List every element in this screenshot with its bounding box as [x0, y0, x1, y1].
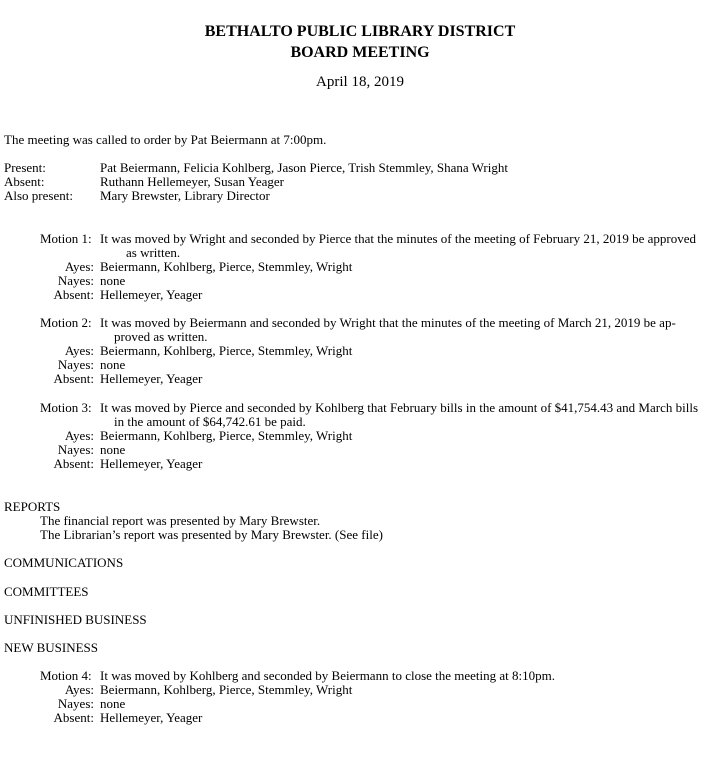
ayes-value: Beiermann, Kohlberg, Pierce, Stemmley, Wright — [100, 343, 353, 358]
reports-heading: REPORTS — [4, 499, 61, 514]
motion-absent-value: Hellemeyer, Yeager — [100, 710, 203, 725]
document-title-line2: BOARD MEETING — [290, 44, 430, 61]
present-label: Present: — [4, 160, 46, 175]
motion-text-line1: It was moved by Pierce and seconded by Kohlberg that February bills in the amount of $41,754.43 and March bills — [100, 400, 698, 415]
nayes-value: none — [100, 696, 126, 711]
unfinished-business-heading: UNFINISHED BUSINESS — [4, 612, 147, 627]
motion-1 — [0, 232, 720, 302]
motion-text-line1: It was moved by Beiermann and seconded by Wright that the minutes of the meeting of March 21, 2019 be ap- — [100, 315, 676, 330]
financial-report-line: The financial report was presented by Mary Brewster. — [40, 513, 321, 528]
motion-absent-label: Absent: — [53, 710, 94, 725]
motion-text — [100, 316, 716, 344]
ayes-label: Ayes: — [64, 343, 94, 358]
nayes-value: none — [100, 357, 126, 372]
nayes-value: none — [100, 273, 126, 288]
nayes-label: Nayes: — [57, 442, 94, 457]
absent-label: Absent: — [4, 174, 45, 189]
present-value: Pat Beiermann, Felicia Kohlberg, Jason Pierce, Trish Stemmley, Shana Wright — [100, 160, 508, 175]
motion-4 — [0, 669, 720, 729]
motion-absent-value: Hellemeyer, Yeager — [100, 287, 203, 302]
motion-text-line2: proved as written. — [114, 329, 208, 344]
librarian-report-line: The Librarian’s report was presented by Mary Brewster. (See file) — [40, 527, 383, 542]
call-to-order: The meeting was called to order by Pat Beiermann at 7:00pm. — [4, 132, 327, 147]
ayes-label: Ayes: — [64, 682, 94, 697]
motion-label: Motion 2: — [40, 315, 92, 330]
also-present-value: Mary Brewster, Library Director — [100, 188, 270, 203]
committees-heading: COMMITTEES — [4, 584, 89, 599]
meeting-date: April 18, 2019 — [316, 74, 404, 90]
motion-absent-value: Hellemeyer, Yeager — [100, 371, 203, 386]
also-present-label: Also present: — [4, 188, 73, 203]
motion-absent-label: Absent: — [53, 287, 94, 302]
motion-text-line1: It was moved by Wright and seconded by Pierce that the minutes of the meeting of February 21, 2019 be approved — [100, 231, 697, 246]
ayes-value: Beiermann, Kohlberg, Pierce, Stemmley, Wright — [100, 428, 353, 443]
motion-text-line2: in the amount of $64,742.61 be paid. — [114, 414, 306, 429]
absent-value: Ruthann Hellemeyer, Susan Yeager — [100, 174, 284, 189]
motion-text — [100, 232, 716, 260]
motion-absent-value: Hellemeyer, Yeager — [100, 456, 203, 471]
ayes-value: Beiermann, Kohlberg, Pierce, Stemmley, Wright — [100, 682, 353, 697]
motion-absent-label: Absent: — [53, 456, 94, 471]
document-title-line1: BETHALTO PUBLIC LIBRARY DISTRICT — [204, 23, 516, 40]
motion-text-line2: as written. — [126, 245, 181, 260]
motion-text — [100, 669, 716, 683]
motion-text-line1: It was moved by Kohlberg and seconded by Beiermann to close the meeting at 8:10pm. — [100, 668, 556, 683]
ayes-value: Beiermann, Kohlberg, Pierce, Stemmley, Wright — [100, 259, 353, 274]
ayes-label: Ayes: — [64, 259, 94, 274]
motion-2 — [0, 316, 720, 386]
nayes-value: none — [100, 442, 126, 457]
new-business-heading: NEW BUSINESS — [4, 640, 99, 655]
motion-label: Motion 4: — [40, 668, 92, 683]
nayes-label: Nayes: — [57, 696, 94, 711]
communications-heading: COMMUNICATIONS — [4, 555, 124, 570]
motion-3 — [0, 401, 720, 471]
ayes-label: Ayes: — [64, 428, 94, 443]
motion-text — [100, 401, 716, 429]
nayes-label: Nayes: — [57, 357, 94, 372]
motion-label: Motion 3: — [40, 400, 92, 415]
nayes-label: Nayes: — [57, 273, 94, 288]
motion-label: Motion 1: — [40, 231, 92, 246]
motion-absent-label: Absent: — [53, 371, 94, 386]
